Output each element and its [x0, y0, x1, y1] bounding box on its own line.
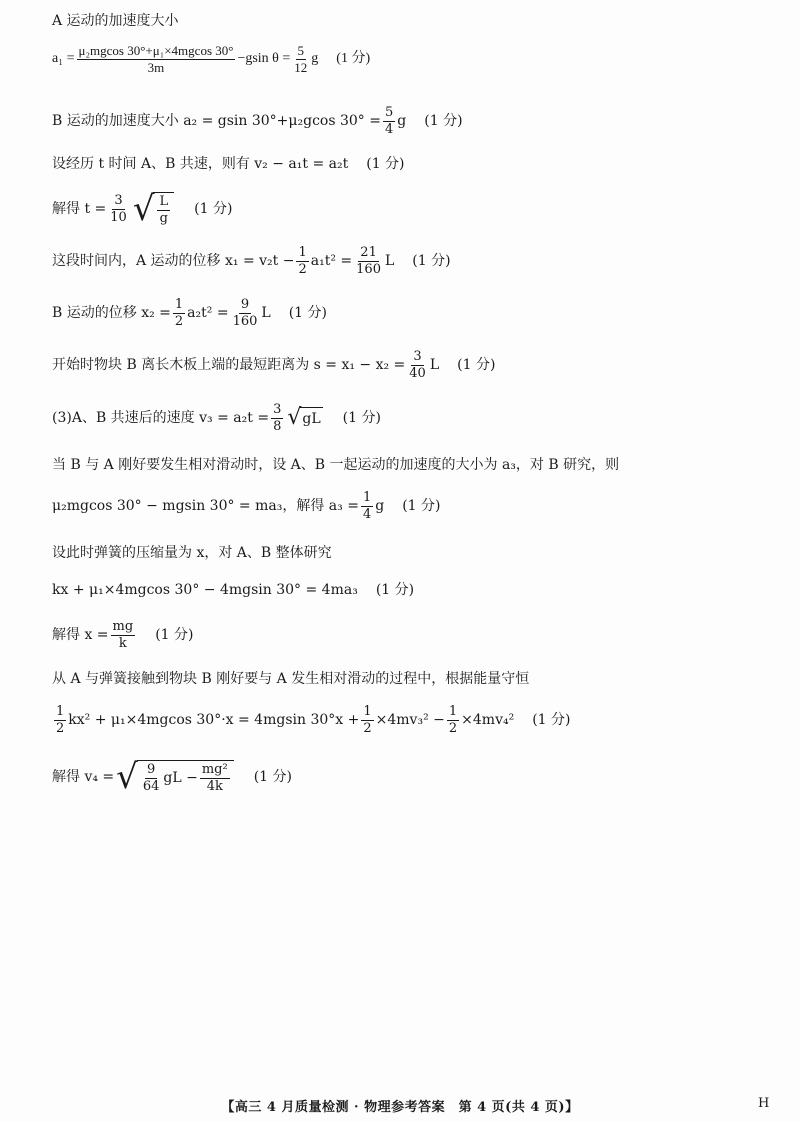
t-fraction: $\frac{3}{10}$ [110, 192, 127, 225]
line-common-velocity-condition: 设经历 t 时间 A、B 共速，则有 v₂ − a₁t = a₂t (1 分) [52, 156, 405, 172]
line-whole-system-equation: kx + μ₁×4mgcos 30° − 4mgsin 30° = 4ma₃ (1 分) [52, 582, 415, 598]
score-mark: (1 分) [457, 357, 496, 374]
a1-fraction: $\frac{\text{μ₂mgcos 30°+μ₁×4mgcos 30°}}{3m}$ [78, 43, 234, 75]
a2-fraction: $\frac{5}{4}$ [385, 105, 394, 137]
line-relative-slide-condition: 当 B 与 A 刚好要发生相对滑动时，设 A、B 一起运动的加速度的大小为 a₃，对 B 研究，则 [52, 457, 620, 473]
version-letter: H [758, 1096, 770, 1111]
score-mark: (1 分) [253, 769, 292, 785]
line-spring-compression-setup: 设此时弹簧的压缩量为 x，对 A、B 整体研究 [52, 545, 332, 561]
sqrt-v4-expression: √ $\frac{9}{64}$ gL − $\frac{\text{mg²}}{4k}$ [116, 760, 234, 794]
line-energy-conservation-intro: 从 A 与弹簧接触到物块 B 刚好要与 A 发生相对滑动的过程中，根据能量守恒 [52, 671, 530, 687]
line-solve-t: 解得 t = $\frac{3}{10}$ √ $\frac{L}{g}$ (1 分) [52, 189, 233, 229]
line-solve-a3: μ₂mgcos 30° − mgsin 30° = ma₃，解得 a₃ = $\frac{1}{4}$ g (1 分) [52, 490, 441, 522]
score-mark: (1 分) [342, 410, 381, 427]
a1-result-fraction: $\frac{5}{12}$ [294, 43, 308, 75]
sqrt-gl: √ gL [287, 405, 321, 431]
line-a-displacement: 这段时间内，A 运动的位移 x₁ = v₂t − $\frac{1}{2}$ a₁t² = $\frac{21}{160}$ L (1 分) [52, 245, 451, 277]
score-mark: (1 分) [194, 201, 233, 217]
line-b-displacement: B 运动的位移 x₂ = $\frac{1}{2}$ a₂t² = $\frac{9}{160}$ L (1 分) [52, 297, 327, 329]
line-a1-equation: a₁ = $\frac{\text{μ₂mgcos 30°+μ₁×4mgcos 30°}}{3m}$ −gsin θ = $\frac{5}{12}$ g (1 分) [52, 43, 371, 75]
score-mark: (1 分) [155, 627, 194, 644]
sqrt-l-over-g: √ $\frac{L}{g}$ [133, 192, 174, 226]
score-mark: (1 分) [532, 712, 571, 729]
score-mark: (1 分) [288, 305, 327, 322]
score-mark: (1 分) [424, 113, 463, 130]
score-mark: (1 分) [412, 253, 451, 270]
score-mark: (1 分) [336, 51, 371, 67]
page-footer: 【高三 4 月质量检测 · 物理参考答案 第 4 页(共 4 页)】 [221, 1100, 579, 1115]
line-b-acceleration: B 运动的加速度大小 a₂ = gsin 30°+μ₂gcos 30° = $\frac{5}{4}$ g (1 分) [52, 105, 463, 137]
line-solve-v4: 解得 v₄ = √ $\frac{9}{64}$ gL − $\frac{\text{mg²}}{4k}$ (1 分) [52, 757, 292, 797]
line-shortest-distance: 开始时物块 B 离长木板上端的最短距离为 s = x₁ − x₂ = $\frac{3}{40}$ L (1 分) [52, 349, 496, 381]
score-mark: (1 分) [366, 156, 405, 172]
score-mark: (1 分) [402, 498, 441, 515]
line-energy-equation: $\frac{1}{2}$ kx² + μ₁×4mgcos 30°·x = 4mgsin 30°x + $\frac{1}{2}$ ×4mv₃² − $\frac{1}{2}$ ×4mv₄² (1 分) [56, 704, 571, 736]
line-part3-common-velocity: (3)A、B 共速后的速度 v₃ = a₂t = $\frac{3}{8}$ √ gL (1 分) [52, 402, 381, 434]
score-mark: (1 分) [375, 582, 415, 598]
line-solve-x: 解得 x = $\frac{mg}{k}$ (1 分) [52, 619, 194, 651]
line-a-acceleration-heading: A 运动的加速度大小 [52, 13, 179, 29]
